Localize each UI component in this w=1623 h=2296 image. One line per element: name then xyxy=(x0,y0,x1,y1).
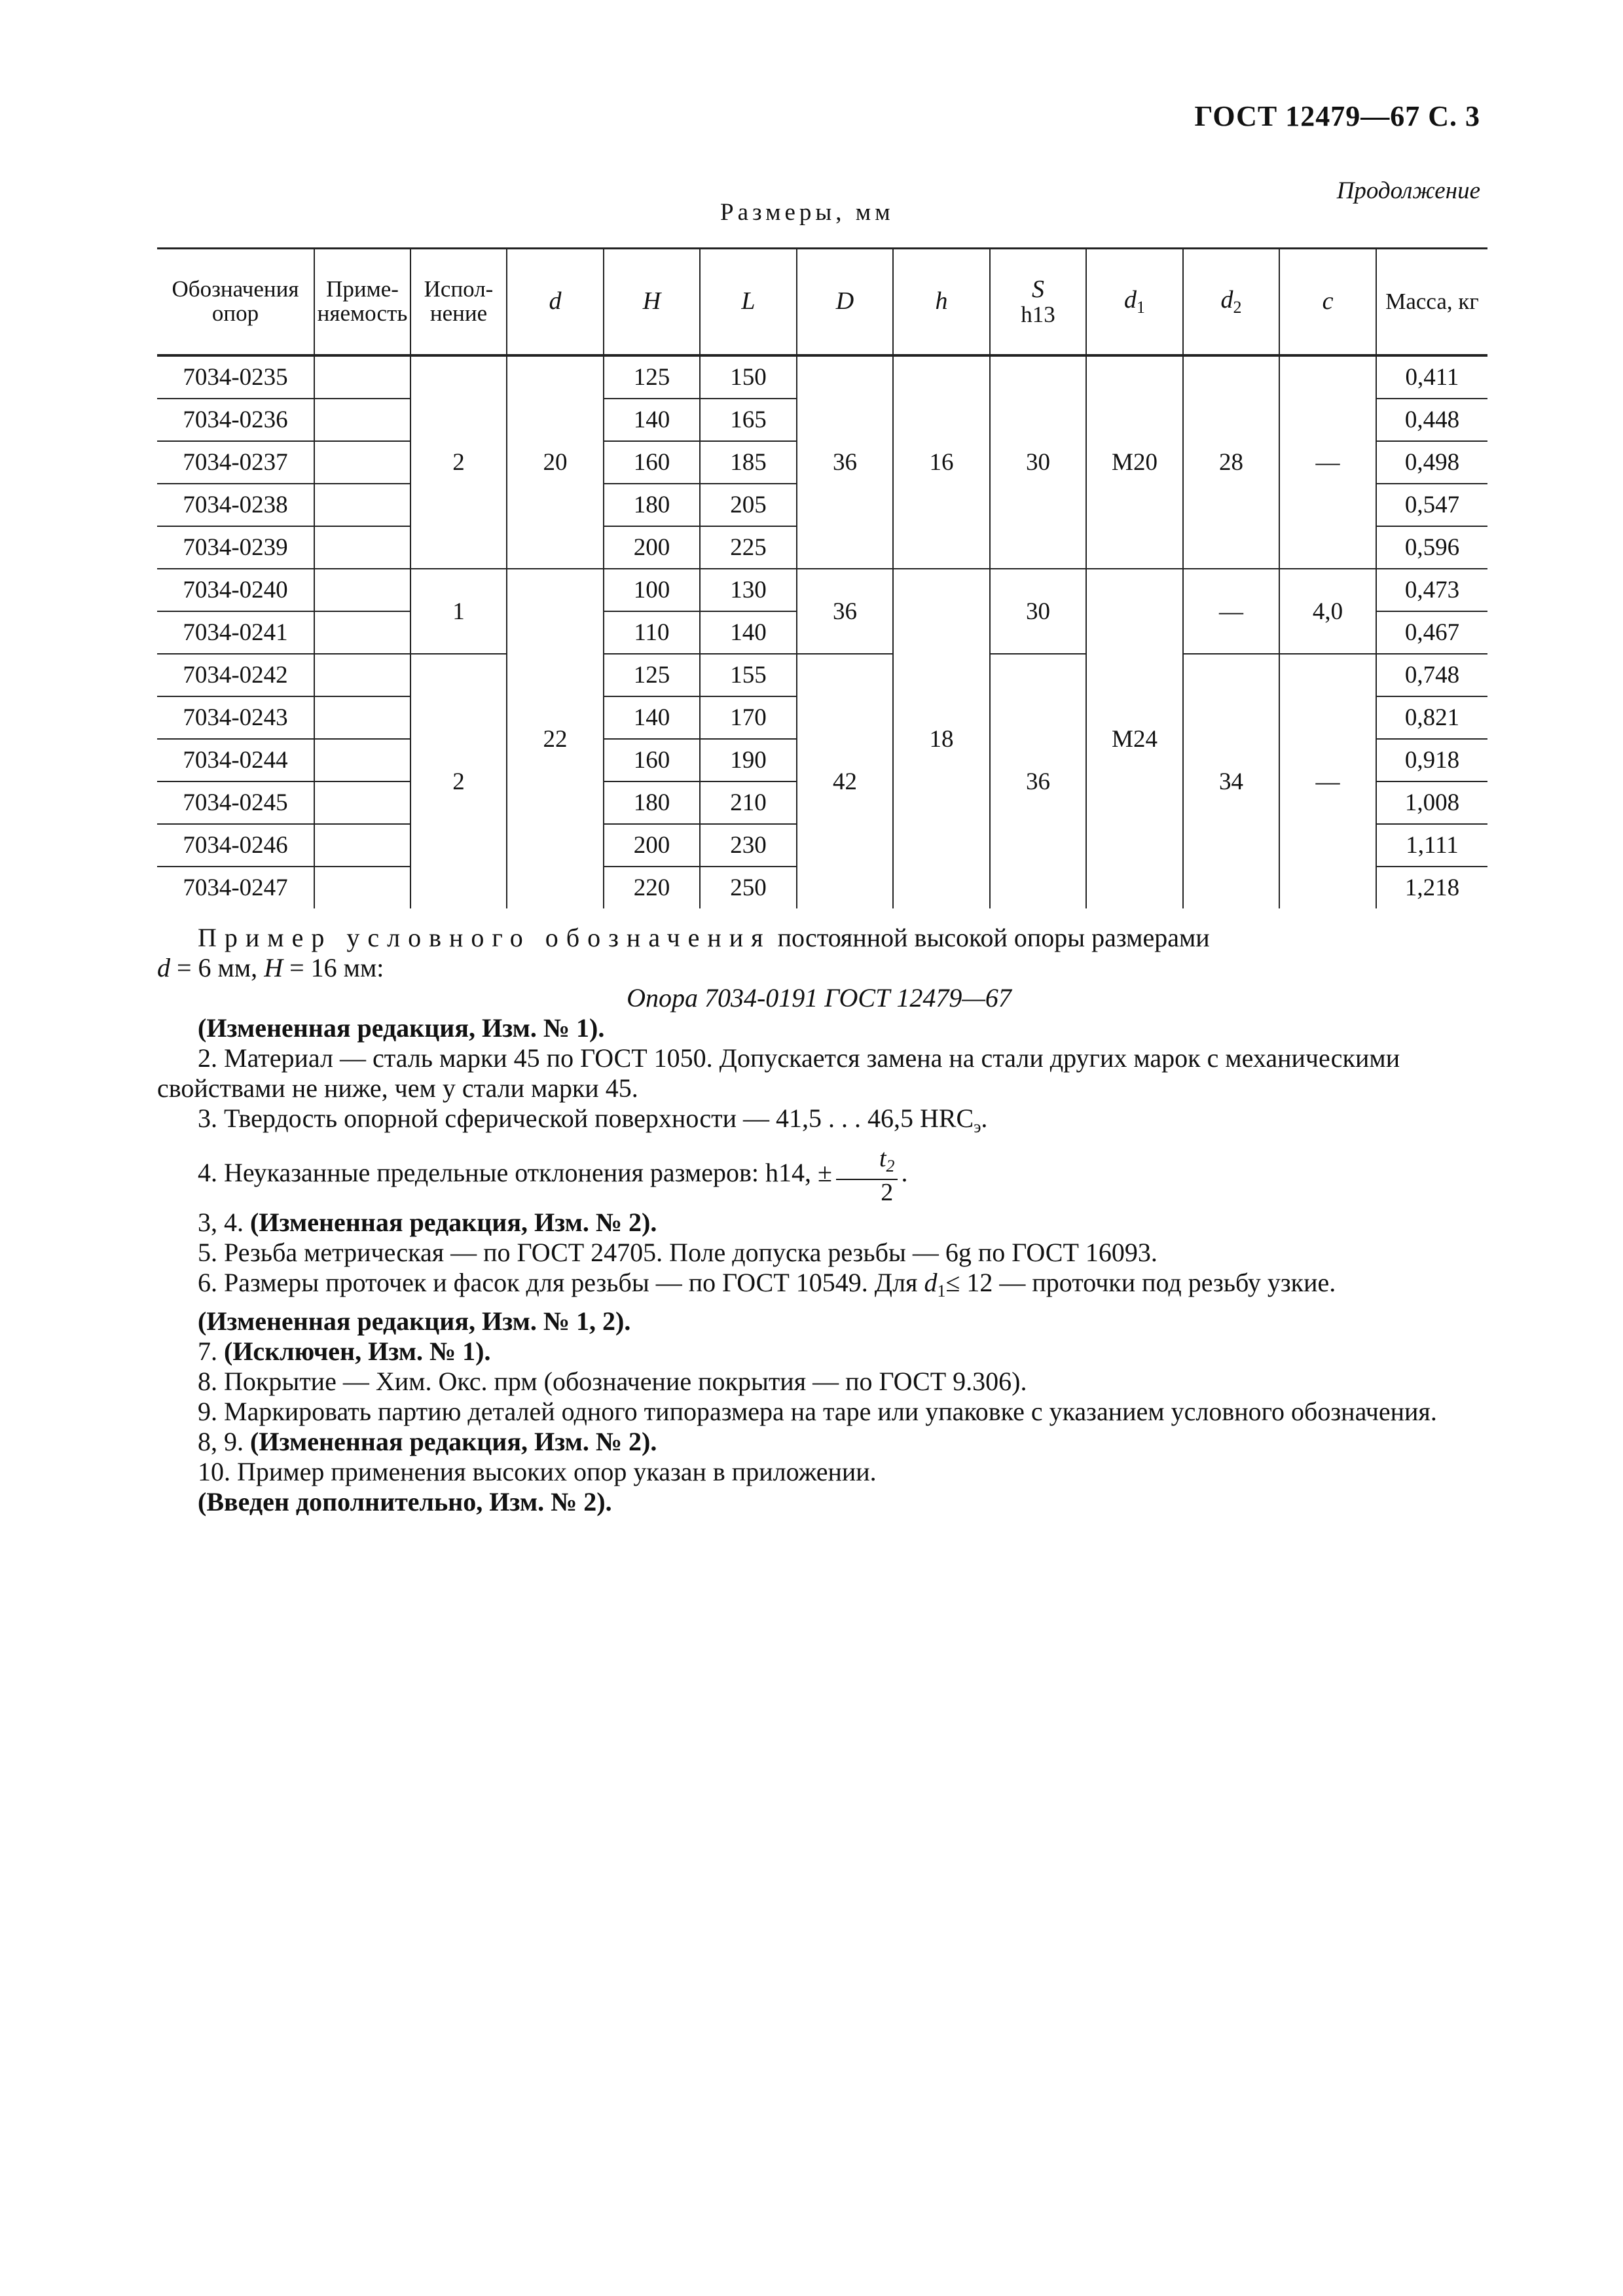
header-code: Обозначения опор xyxy=(157,249,314,356)
header-d: d xyxy=(507,249,604,356)
tolerance-fraction: $\frac{t_2}{2}$ xyxy=(836,1146,898,1205)
header-prim: Приме-няемость xyxy=(314,249,410,356)
table-row: 7034-0242 2 125 155 42 36 34 — 0,748 xyxy=(157,654,1487,696)
dimensions-caption: Размеры, мм xyxy=(720,199,894,226)
note-marking: 9. Маркировать партию деталей одного типоразмера на таре или упаковке с указанием условного обозначения. xyxy=(198,1397,1437,1426)
page-header: ГОСТ 12479—67 С. 3 xyxy=(1194,100,1480,132)
note-hardness: 3. Твердость опорной сферической поверхности — 41,5 . . . 46,5 $HRC_э$. xyxy=(198,1103,988,1136)
table-row: 7034-0240 1 22 100 130 36 18 30 М24 — 4,0 0,473 xyxy=(157,569,1487,611)
table-row: 7034-0241 110 140 0,467 xyxy=(157,611,1487,654)
header-c: c xyxy=(1279,249,1376,356)
example-dimensions: d = 6 мм, H = 16 мм: xyxy=(157,953,384,982)
header-L: L xyxy=(700,249,797,356)
table-row: 7034-0243 140 170 0,821 xyxy=(157,696,1487,739)
note-coating: 8. Покрытие — Хим. Окс. прм (обозначение покрытия — по ГОСТ 9.306). xyxy=(198,1367,1027,1396)
notes-section xyxy=(157,923,1481,1517)
revision-note-89: 8, 9. (Измененная редакция, Изм. № 2). xyxy=(198,1427,657,1456)
table-row: 7034-0235 2 20 125 150 36 16 30 М20 28 — 0,411 xyxy=(157,355,1487,399)
dimensions-table xyxy=(157,247,1487,908)
table-row: 7034-0244 160 190 0,918 xyxy=(157,739,1487,781)
note-tolerances: 4. Неуказанные предельные отклонения размеров: h14, ± $\frac{t_2}{2}$ . xyxy=(198,1145,908,1206)
note-material: 2. Материал — сталь марки 45 по ГОСТ 1050. Допускается замена на стали других марок с механическими свойствами не ниже, чем у стали марки 45. xyxy=(157,1043,1400,1103)
table-row: 7034-0246 200 230 1,111 xyxy=(157,824,1487,867)
table-header-row xyxy=(157,249,1487,356)
note-thread: 5. Резьба метрическая — по ГОСТ 24705. Поле допуска резьбы — 6g по ГОСТ 16093. xyxy=(198,1238,1158,1267)
header-D: D xyxy=(797,249,893,356)
example-designation: Опора 7034-0191 ГОСТ 12479—67 xyxy=(627,983,1012,1013)
revision-note-34: 3, 4. (Измененная редакция, Изм. № 2). xyxy=(198,1208,657,1237)
note-excluded: 7. (Исключен, Изм. № 1). xyxy=(198,1336,491,1366)
header-d2: $d_2$ xyxy=(1183,249,1279,356)
table-row: 7034-0237 160 185 0,498 xyxy=(157,441,1487,484)
table-row: 7034-0247 220 250 1,218 xyxy=(157,867,1487,908)
table-row: 7034-0239 200 225 0,596 xyxy=(157,526,1487,569)
revision-note-1: (Измененная редакция, Изм. № 1). xyxy=(198,1013,605,1043)
header-isp: Испол-нение xyxy=(410,249,507,356)
header-mass: Масса, кг xyxy=(1376,249,1487,356)
table-row: 7034-0236 140 165 0,448 xyxy=(157,399,1487,441)
note-appendix: 10. Пример применения высоких опор указан в приложении. xyxy=(198,1457,877,1486)
note-grooves: 6. Размеры проточек и фасок для резьбы — по ГОСТ 10549. Для $d_1\le 12$ — проточки под резьбу узкие. xyxy=(198,1268,1336,1300)
revision-note-12: (Измененная редакция, Изм. № 1, 2). xyxy=(198,1306,631,1336)
header-d1: $d_1$ xyxy=(1086,249,1183,356)
table-row: 7034-0245 180 210 1,008 xyxy=(157,781,1487,824)
revision-note-added: (Введен дополнительно, Изм. № 2). xyxy=(198,1487,612,1516)
header-S: S h13 xyxy=(990,249,1086,356)
header-h: h xyxy=(893,249,990,356)
continuation-label: Продолжение xyxy=(1336,177,1480,204)
header-H: H xyxy=(604,249,700,356)
example-intro: Пример условного обозначения постоянной высокой опоры размерами xyxy=(198,923,1210,952)
table-row: 7034-0238 180 205 0,547 xyxy=(157,484,1487,526)
